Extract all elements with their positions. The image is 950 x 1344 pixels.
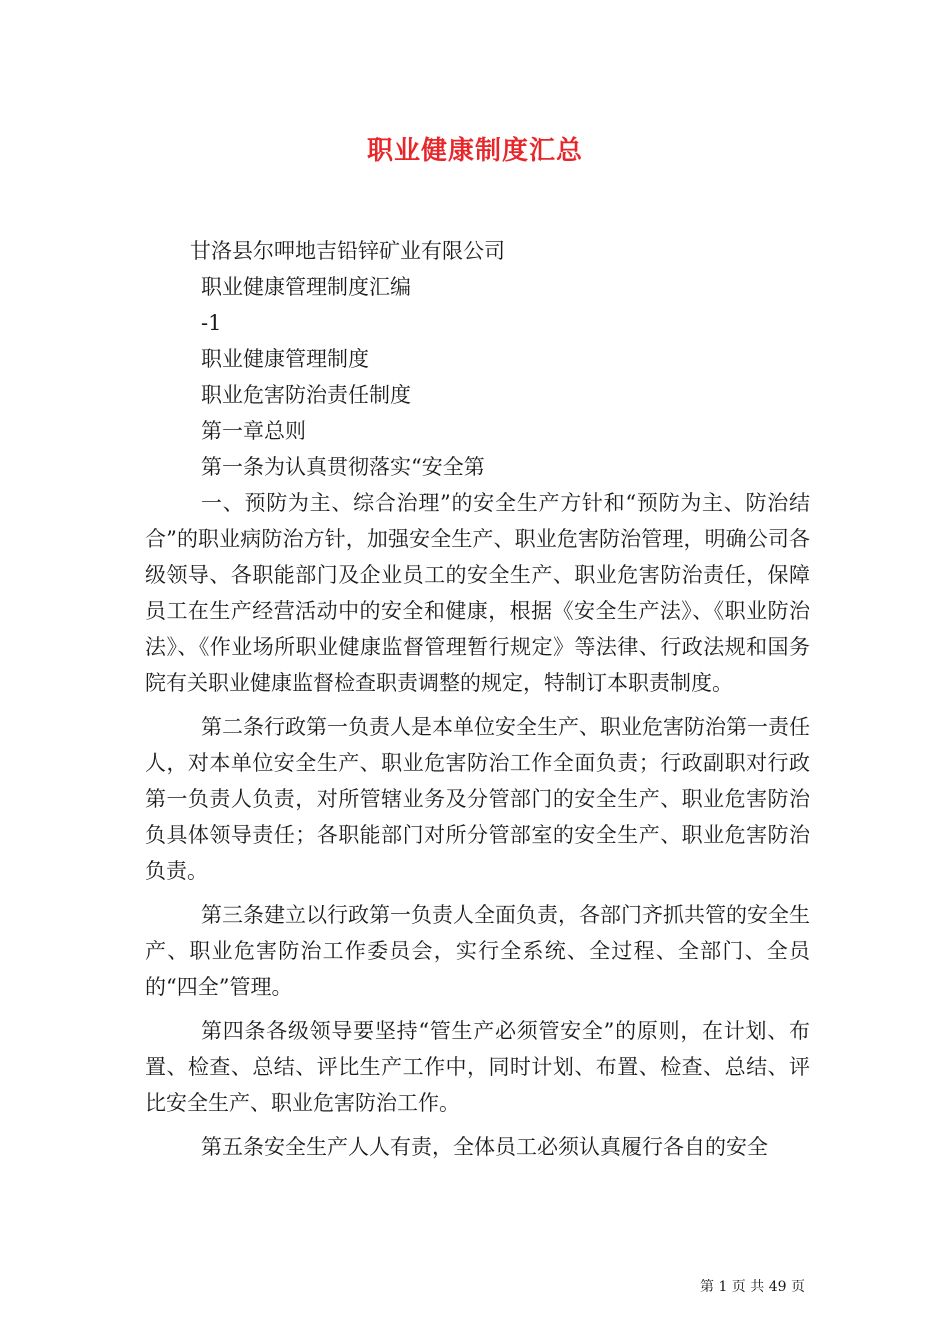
paragraph: 第四条各级领导要坚持“管生产必须管安全”的原则，在计划、布置、检查、总结、评比生产工作中，同时计划、布置、检查、总结、评比安全生产、职业危害防治工作。: [145, 1019, 810, 1115]
paragraph: 第三条建立以行政第一负责人全面负责，各部门齐抓共管的安全生产、职业危害防治工作委员会，实行全系统、全过程、全部门、全员的“四全”管理。: [145, 903, 810, 999]
page-number: 第 1 页 共 49 页: [700, 1279, 805, 1295]
document-body: [145, 233, 810, 1165]
paragraph: 一、预防为主、综合治理”的安全生产方针和“预防为主、防治结合”的职业病防治方针，加强安全生产、职业危害防治管理，明确公司各级领导、各职能部门及企业员工的安全生产、职业危害防治责任，保障员工在生产经营活动中的安全和健康，根据《安全生产法》、《职业防治法》、《作业场所职业健康监督管理暂行规定》等法律、行政法规和国务院有关职业健康监督检查职责调整的规定，特制订本职责制度。: [145, 491, 810, 695]
section-heading: 职业危害防治责任制度: [201, 383, 411, 407]
company-name: 甘洛县尔呷地吉铅锌矿业有限公司: [190, 239, 505, 263]
section-heading: 职业健康管理制度: [201, 347, 369, 371]
paragraph: 第五条安全生产人人有责，全体员工必须认真履行各自的安全: [201, 1135, 768, 1159]
document-title: 职业健康制度汇总: [366, 136, 583, 166]
article-line: 第一条为认真贯彻落实“安全第: [201, 455, 485, 479]
section-number: -1: [201, 311, 222, 335]
chapter-heading: 第一章总则: [201, 419, 306, 443]
paragraph: 第二条行政第一负责人是本单位安全生产、职业危害防治第一责任人，对本单位安全生产、职业危害防治工作全面负责；行政副职对行政第一负责人负责，对所管辖业务及分管部门的安全生产、职业危害防治负具体领导责任；各职能部门对所分管部室的安全生产、职业危害防治负责。: [145, 715, 810, 883]
section-heading: 职业健康管理制度汇编: [201, 275, 411, 299]
